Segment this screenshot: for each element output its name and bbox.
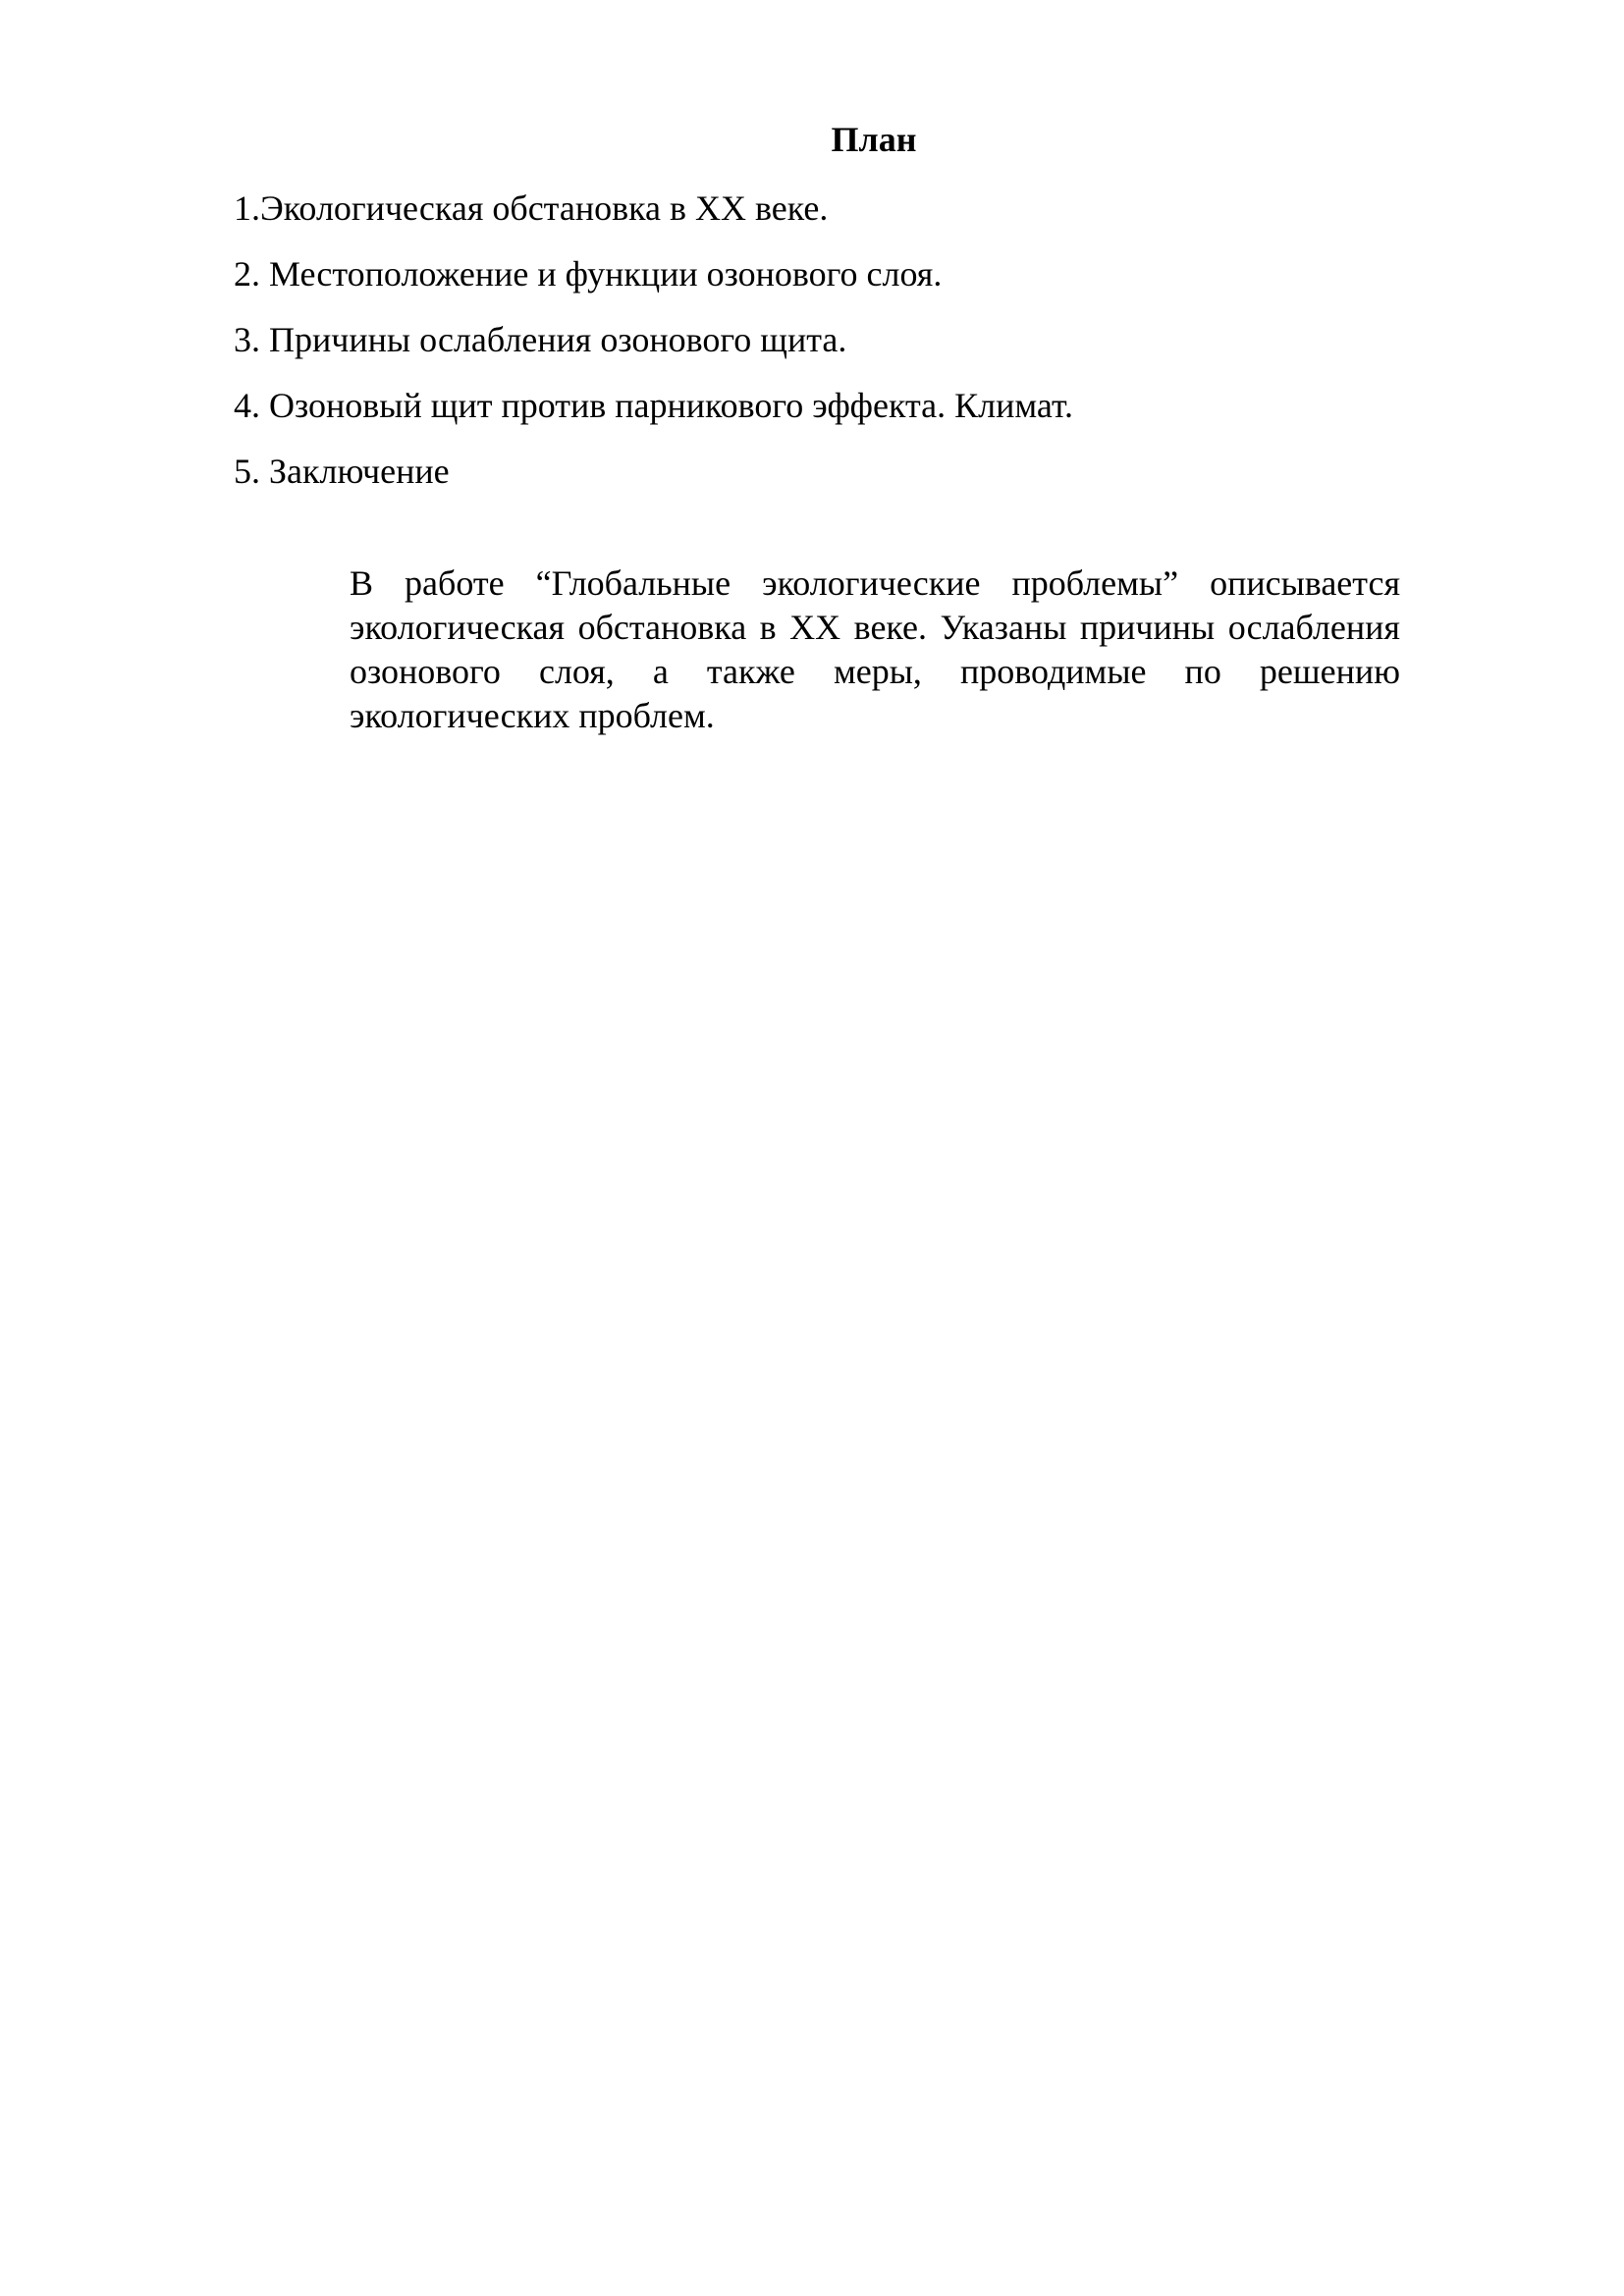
plan-item-5: 5. Заключение xyxy=(234,452,450,491)
plan-item-2: 2. Местоположение и функции озонового слоя. xyxy=(234,254,943,294)
plan-item-3: 3. Причины ослабления озонового щита. xyxy=(234,320,847,359)
page-title: План xyxy=(831,120,917,159)
plan-item-1: 1.Экологическая обстановка в ХХ веке. xyxy=(234,188,829,228)
plan-item-4: 4. Озоновый щит против парникового эффекта. Климат. xyxy=(234,386,1073,425)
plan-list xyxy=(234,185,1073,513)
abstract-paragraph: В работе “Глобальные экологические проблемы” описывается экологическая обстановка в ХХ веке. Указаны причины ослабления озонового слоя, а также меры, проводимые по решению экологических проблем. xyxy=(350,563,1400,735)
